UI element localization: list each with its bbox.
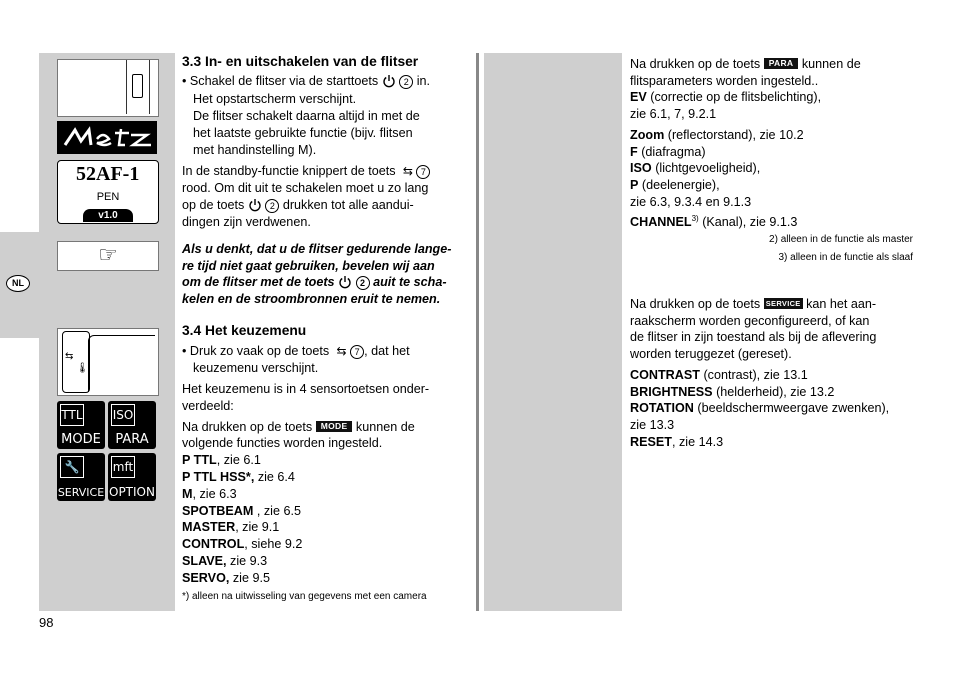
mode-ref: , zie 9.1 — [235, 520, 280, 534]
p1-line1 — [182, 73, 430, 90]
side-tab-label: NL — [12, 278, 24, 288]
iso-item — [630, 160, 760, 177]
p3-line1-a: • Druk zo vaak op de toets — [182, 344, 330, 358]
option-icon-label: OPTION — [109, 485, 155, 499]
ev-item — [630, 89, 821, 106]
zoom-item — [630, 127, 804, 144]
service-ref: , zie 14.3 — [672, 435, 724, 449]
flash-screen-outline — [88, 335, 155, 392]
metz-logo — [57, 121, 157, 154]
mode-name: SLAVE, — [182, 554, 227, 568]
warning-line1: Als u denkt, dat u de flitser gedurende lange- — [182, 242, 452, 256]
para-menu-icon — [108, 401, 156, 449]
hand-pointer-icon: ☞ — [98, 243, 118, 268]
para-icon-label: PARA — [115, 432, 149, 447]
p-name: P — [630, 178, 639, 192]
service-item — [630, 400, 889, 417]
ttl-icon: TTL — [60, 404, 84, 426]
channel-item — [630, 211, 797, 231]
mode-name: P TTL — [182, 453, 217, 467]
device-name: 52AF-1 — [76, 163, 140, 185]
p1-line3: De flitser schakelt daarna altijd in met de — [193, 109, 420, 123]
circle-2: 2 — [399, 75, 413, 89]
note-slave: 3) alleen in de functie als slaaf — [778, 252, 913, 263]
c2-p2-line2: raakscherm worden geconfigureerd, of kan — [630, 314, 870, 328]
middle-gray-panel — [484, 53, 622, 611]
thermometer-icon: 🌡 — [76, 363, 89, 374]
mode-item — [182, 536, 302, 553]
c2-p2-line1 — [630, 296, 876, 313]
zoom-name: Zoom — [630, 128, 665, 142]
mode-item — [182, 486, 237, 503]
mode-item — [182, 553, 267, 570]
page-number: 98 — [39, 615, 54, 630]
ev-name: EV — [630, 90, 647, 104]
p2-line4: dingen zijn verdwenen. — [182, 215, 311, 229]
p1-line4: het laatste gebruikte functie (bijv. flitsen — [193, 126, 413, 140]
p5-line2: volgende functies worden ingesteld. — [182, 436, 383, 450]
heading-3-3: 3.3 In- en uitschakelen van de flitser — [182, 54, 419, 69]
side-tab-label-oval — [6, 275, 30, 292]
channel-text: (Kanal), zie 9.1.3 — [698, 215, 798, 230]
mode-menu-icon — [57, 401, 105, 449]
p1-line1-a: • Schakel de flitser via de starttoets — [182, 74, 379, 88]
service-name: BRIGHTNESS — [630, 385, 713, 399]
f-name: F — [630, 145, 638, 159]
p4-line2: verdeeld: — [182, 399, 234, 413]
service-icon-label: SERVICE — [57, 486, 105, 499]
c2-p2-line4: worden teruggezet (gereset). — [630, 347, 792, 361]
p3-line1-b: , dat het — [364, 344, 410, 358]
p2-line3-b: drukken tot alle aandui- — [282, 198, 414, 212]
p5-line1-b: kunnen de — [355, 420, 415, 434]
hand-pointer-box — [57, 241, 159, 271]
channel-sup: 3) — [691, 214, 699, 223]
warning-line2: re tijd niet gaat gebruiken, bevelen wij aan — [182, 259, 435, 273]
c2-p2-line1-a: Na drukken op de toets — [630, 297, 761, 311]
f-text: (diafragma) — [637, 145, 706, 159]
service-name: RESET — [630, 435, 672, 449]
warning-line4: kelen en de stroombronnen eruit te nemen. — [182, 292, 441, 306]
p1-line5: met handinstelling M). — [193, 143, 317, 157]
p2-line1-text: In de standby-functie knippert de toets — [182, 164, 396, 178]
p5-line1 — [182, 419, 415, 436]
mode-item — [182, 469, 295, 486]
channel-name: CHANNEL — [630, 215, 692, 230]
mode-item — [182, 452, 261, 469]
version-label: v1.0 — [98, 210, 118, 221]
power-icon — [382, 74, 396, 88]
c2-p1-line1-b: kunnen de — [801, 57, 861, 71]
mode-name: SPOTBEAM — [182, 504, 254, 518]
power-icon — [248, 198, 262, 212]
mode-ref: , zie 6.3 — [192, 487, 237, 501]
p1-line1-b: in. — [416, 74, 431, 88]
option-menu-icon — [108, 453, 156, 501]
p-text: (deelenergie), — [638, 178, 720, 192]
p2-line3-a: op de toets — [182, 198, 245, 212]
arrows-icon: ⇆ — [65, 351, 74, 362]
iso-icon: ISO — [111, 404, 135, 426]
zoom-text: (reflectorstand), zie 10.2 — [664, 128, 804, 142]
mode-name: SERVO, — [182, 571, 230, 585]
mode-name: MASTER — [182, 520, 236, 534]
ev-ref: zie 6.1, 7, 9.2.1 — [630, 107, 717, 121]
p1-line2: Het opstartscherm verschijnt. — [193, 92, 357, 106]
p5-line1-a: Na drukken op de toets — [182, 420, 313, 434]
flash-side-illustration — [57, 59, 159, 117]
mode-name: M — [182, 487, 193, 501]
mode-name: CONTROL — [182, 537, 245, 551]
p3-line2: keuzemenu verschijnt. — [193, 361, 319, 375]
iso-name: ISO — [630, 161, 652, 175]
flash-panel-outline — [62, 331, 90, 393]
mode-item — [182, 519, 279, 536]
mode-ref: zie 9.3 — [226, 554, 268, 568]
metz-logo-icon — [57, 121, 157, 154]
mode-icon-label: MODE — [61, 432, 101, 447]
note-master: 2) alleen in de functie als master — [769, 234, 913, 245]
device-sub: PEN — [96, 191, 120, 203]
warning-line3 — [182, 274, 447, 291]
mode-key: MODE — [316, 421, 353, 432]
circle-7: 7 — [416, 165, 430, 179]
f-item — [630, 144, 706, 161]
power-icon — [338, 275, 352, 289]
service-ref: (helderheid), zie 13.2 — [712, 385, 835, 399]
c2-p2-line1-b: kan het aan- — [806, 297, 877, 311]
arrows-key-icon: ⇆ — [399, 164, 413, 178]
mode-ref: , siehe 9.2 — [244, 537, 303, 551]
column-divider — [476, 53, 479, 611]
c2-p1-line1-a: Na drukken op de toets — [630, 57, 761, 71]
circle-2: 2 — [356, 276, 370, 290]
mode-name: P TTL HSS*, — [182, 470, 255, 484]
p-ref: zie 6.3, 9.3.4 en 9.1.3 — [630, 195, 752, 209]
circle-2: 2 — [265, 199, 279, 213]
ev-text: (correctie op de flitsbelichting), — [646, 90, 822, 104]
p3-line1 — [182, 343, 410, 360]
mode-item — [182, 570, 270, 587]
service-item — [630, 434, 723, 451]
flash-back-illustration — [57, 328, 159, 396]
service-key: SERVICE — [765, 299, 801, 308]
c2-p2-line3: de flitser in zijn toestand als bij de aflevering — [630, 330, 877, 344]
warning-line3-a: om de flitser met de toets — [182, 275, 335, 289]
mode-ref: , zie 6.1 — [216, 453, 261, 467]
p2-line1 — [182, 163, 430, 180]
service-ref: zie 13.3 — [630, 418, 675, 432]
p2-line3 — [182, 197, 414, 214]
flash-switch-icon — [132, 74, 143, 98]
arrows-key-icon: ⇆ — [332, 344, 347, 358]
mft-icon: mft — [111, 456, 135, 478]
device-display — [57, 160, 159, 224]
version-badge — [83, 209, 133, 222]
mode-ref: zie 9.5 — [229, 571, 270, 585]
para-key: PARA — [764, 58, 799, 69]
service-item — [630, 367, 808, 384]
service-ref: (beeldschermweergave zwenken), — [693, 401, 890, 415]
c2-p1-line2: flitsparameters worden ingesteld.. — [630, 74, 819, 88]
iso-text: (lichtgevoeligheid), — [651, 161, 761, 175]
heading-3-4: 3.4 Het keuzemenu — [182, 323, 307, 338]
service-name: CONTRAST — [630, 368, 700, 382]
footnote: *) alleen na uitwisseling van gegevens met een camera — [182, 591, 427, 602]
service-name: ROTATION — [630, 401, 694, 415]
p2-line2: rood. Om dit uit te schakelen moet u zo lang — [182, 181, 429, 195]
c2-p1-line1 — [630, 56, 861, 73]
mode-ref: zie 6.4 — [254, 470, 295, 484]
warning-line3-b: auit te scha- — [373, 275, 447, 289]
service-menu-icon — [57, 453, 105, 501]
circle-7: 7 — [350, 345, 364, 359]
mode-ref: , zie 6.5 — [253, 504, 301, 518]
service-ref: (contrast), zie 13.1 — [699, 368, 808, 382]
wrench-icon: 🔧 — [60, 456, 84, 478]
service-item — [630, 417, 674, 434]
mode-item — [182, 503, 301, 520]
p4-line1: Het keuzemenu is in 4 sensortoetsen onder- — [182, 382, 430, 396]
service-item — [630, 384, 834, 401]
p-item — [630, 177, 720, 194]
